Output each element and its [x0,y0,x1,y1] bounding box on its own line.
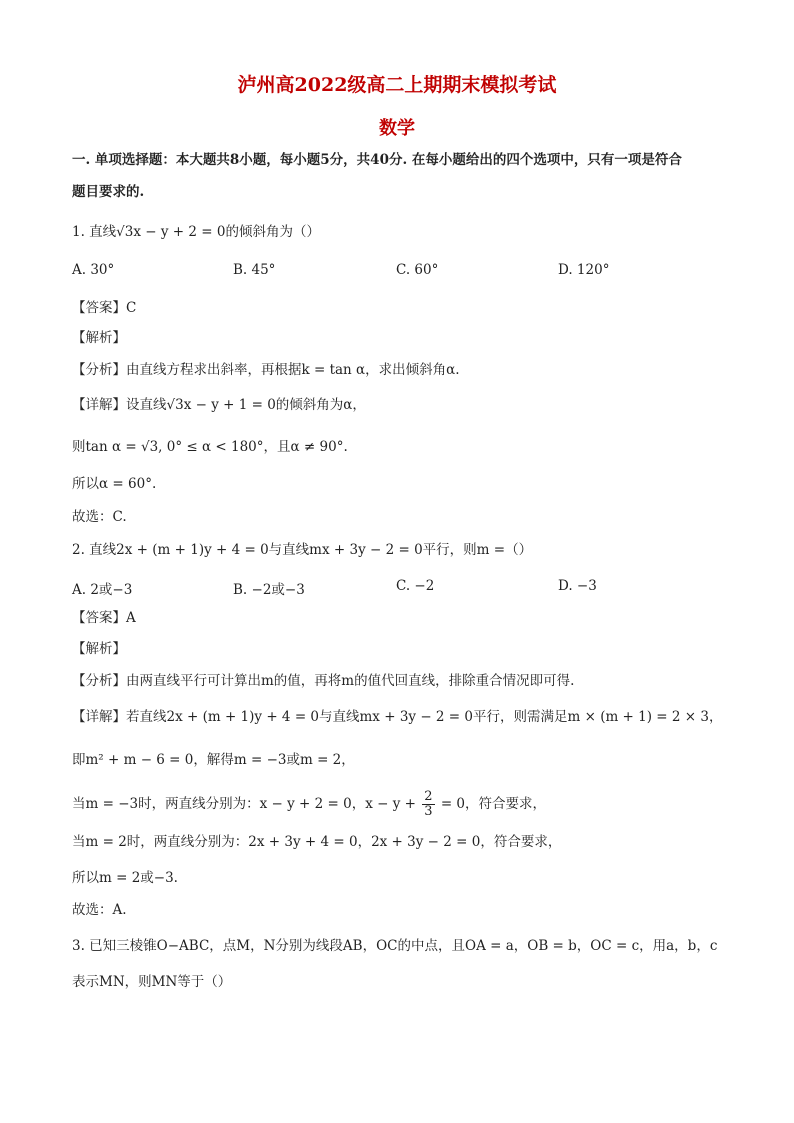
q1-detail: 【详解】设直线√3x − y + 1 = 0的倾斜角为α， [72,397,366,413]
q2-fraction [422,790,434,819]
q2-step-2 [72,790,546,819]
q1-stem: 1. 直线√3x − y + 2 = 0的倾斜角为（） [72,224,320,240]
q2-fraction-denominator: 3 [424,804,433,819]
q2-jiexi-label: 【解析】 [72,641,126,657]
q1-jiexi-label: 【解析】 [72,330,126,346]
q2-fraction-numerator: 2 [424,789,433,804]
q1-option-b: B. 45° [233,262,276,278]
q3-stem-line2: 表示MN，则MN等于（） [72,974,232,990]
section-heading-line1: 一. 单项选择题：本大题共8小题，每小题5分，共40分. 在每小题给出的四个选项中，只有一项是符合 [72,152,682,168]
q2-step-2-text-b: = 0，符合要求， [440,796,547,812]
q2-option-a: A. 2或−3 [72,582,133,598]
q2-step-4: 所以m = 2或−3. [72,870,178,886]
q3-stem: 3. 已知三棱锥O−ABC，点M，N分别为线段AB，OC的中点，且OA = a，OB = b，OC = c，用a，b，c [72,938,718,954]
q2-analysis: 【分析】由两直线平行可计算出m的值，再将m的值代回直线，排除重合情况即可得. [72,673,575,689]
q2-detail: 【详解】若直线2x + (m + 1)y + 4 = 0与直线mx + 3y − 2 = 0平行，则需满足m × (m + 1) = 2 × 3， [72,709,723,725]
q1-option-a: A. 30° [72,262,115,278]
q1-option-c: C. 60° [396,262,439,278]
q2-answer: 【答案】A [72,610,136,626]
q2-option-d: D. −3 [558,578,597,594]
q1-option-d: D. 120° [558,262,610,278]
q2-option-c: C. −2 [396,578,435,594]
q1-analysis: 【分析】由直线方程求出斜率，再根据k = tan α，求出倾斜角α. [72,362,460,378]
q1-choose: 故选：C. [72,509,127,525]
q2-step-1: 即m² + m − 6 = 0，解得m = −3或m = 2， [72,752,355,768]
q2-step-3: 当m = 2时，两直线分别为：2x + 3y + 4 = 0，2x + 3y − 2 = 0，符合要求， [72,834,562,850]
q2-option-b: B. −2或−3 [233,582,305,598]
exam-title: 泸州高2022级高二上期期末模拟考试 [237,74,557,96]
q2-choose: 故选：A. [72,902,127,918]
q1-step-1: 则tan α = √3, 0° ≤ α < 180°，且α ≠ 90°. [72,439,348,455]
section-heading-line2: 题目要求的. [72,184,145,200]
q2-stem: 2. 直线2x + (m + 1)y + 4 = 0与直线mx + 3y − 2 = 0平行，则m =（） [72,542,533,558]
subject-title: 数学 [379,118,415,139]
q1-step-2: 所以α = 60°. [72,476,157,492]
q1-answer: 【答案】C [72,300,137,316]
q2-step-2-text-a: 当m = −3时，两直线分别为：x − y + 2 = 0，x − y + [72,796,416,812]
